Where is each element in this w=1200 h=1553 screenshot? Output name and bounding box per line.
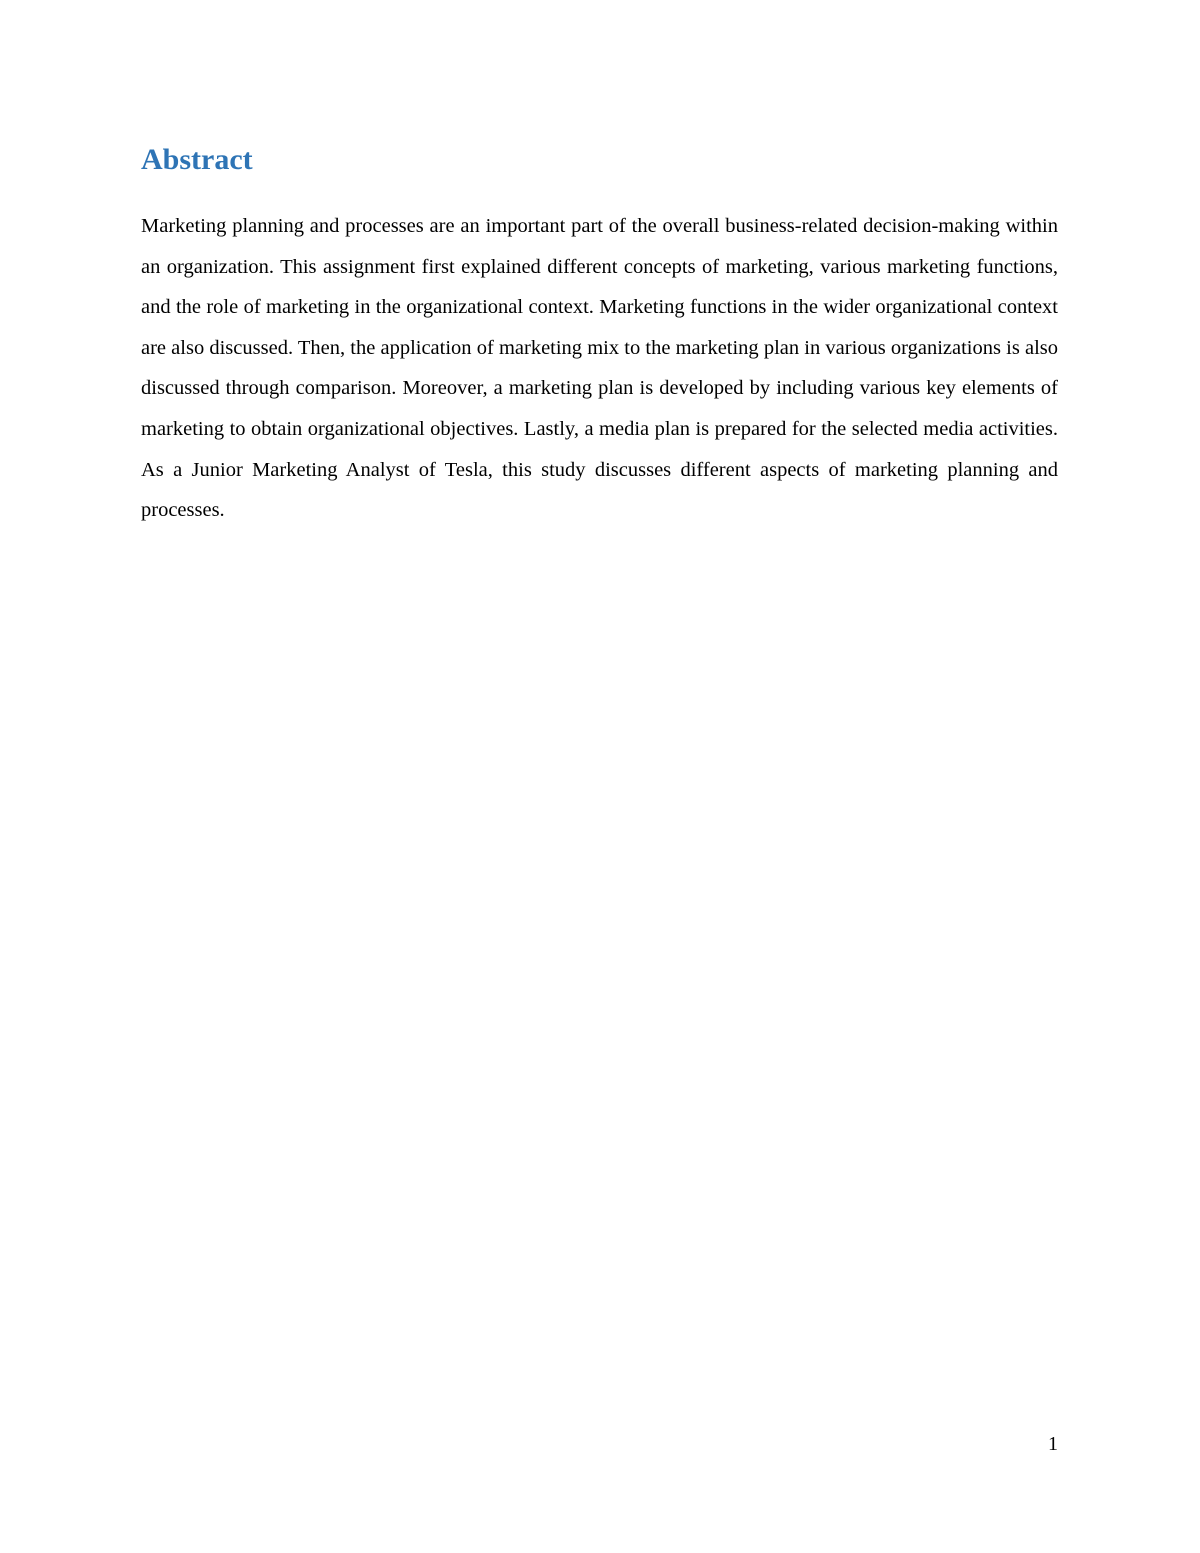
page-number: 1 (1048, 1433, 1058, 1455)
abstract-heading: Abstract (141, 143, 253, 176)
abstract-paragraph: Marketing planning and processes are an important part of the overall business-related decision-making within an organization. This assignment first explained different concepts of marketing, various marketing functions, and the role of marketing in the organizational context. Marketing functions in the wider organizational context are also discussed. Then, the application of marketing mix to the marketing plan in various organizations is also discussed through comparison. Moreover, a marketing plan is developed by including various key elements of marketing to obtain organizational objectives. Lastly, a media plan is prepared for the selected media activities. As a Junior Marketing Analyst of Tesla, this study discusses different aspects of marketing planning and processes. (141, 215, 1058, 522)
